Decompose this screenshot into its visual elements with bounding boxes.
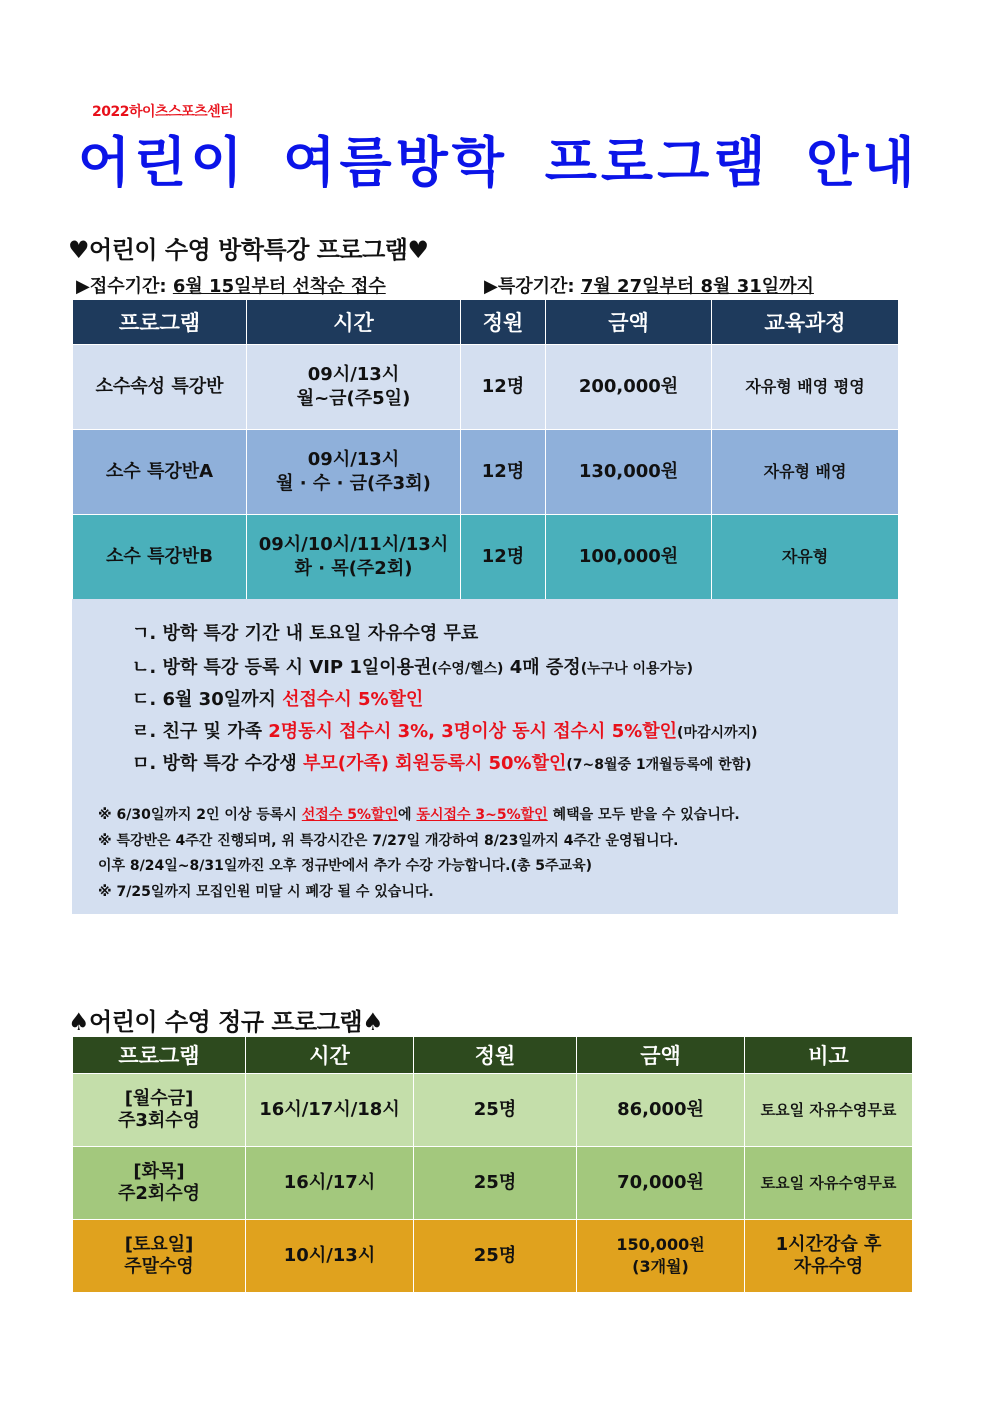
capacity-cell: 25명 xyxy=(414,1147,577,1220)
header-price: 금액 xyxy=(577,1037,745,1074)
note-text: 4매 증정 xyxy=(503,657,581,678)
footnote: 이후 8/24일~8/31일까진 오후 정규반에서 추가 수강 가능합니다.(총 5주교육) xyxy=(98,858,593,874)
program-days: [월수금] xyxy=(124,1088,194,1109)
note-text: ㄷ. 6월 30일까지 xyxy=(132,689,283,710)
application-period-value: 6월 15일부터 선착순 접수 xyxy=(172,276,386,297)
days-line: 월 · 수 · 금(주3회) xyxy=(276,473,431,494)
footnote-text: 혜택을 모두 받을 수 있습니다. xyxy=(547,807,740,823)
time-line: 09시/13시 xyxy=(307,449,400,470)
note-cell xyxy=(745,1220,913,1293)
note-text: ㄹ. 친구 및 가족 xyxy=(132,721,269,742)
program-cell: 소수 특강반B xyxy=(73,515,247,600)
note-item xyxy=(132,749,752,775)
time-cell: 16시/17시 xyxy=(246,1147,414,1220)
price-cell xyxy=(577,1147,745,1220)
header-program: 프로그램 xyxy=(73,1037,246,1074)
header-price: 금액 xyxy=(546,300,712,345)
application-period xyxy=(76,272,386,298)
table-row xyxy=(73,1147,913,1220)
page-title: 어린이 여름방학 프로그램 안내 xyxy=(78,131,919,194)
special-period xyxy=(484,272,814,298)
footnote-highlight: 동시접수 3~5%할인 xyxy=(416,807,548,823)
capacity-cell: 12명 xyxy=(461,515,546,600)
special-program-table xyxy=(72,299,899,600)
course-cell: 자유형 배영 평영 xyxy=(712,345,899,430)
header-note: 비고 xyxy=(745,1037,913,1074)
header-time: 시간 xyxy=(246,1037,414,1074)
price-cell xyxy=(577,1074,745,1147)
note-line: 1시간강습 후 xyxy=(775,1234,882,1255)
note-item: ㄱ. 방학 특강 기간 내 토요일 자유수영 무료 xyxy=(132,623,479,644)
time-line: 09시/13시 xyxy=(307,364,400,385)
footnote: ※ 7/25일까지 모집인원 미달 시 폐강 될 수 있습니다. xyxy=(98,884,434,900)
note-item xyxy=(132,653,693,679)
course-cell: 자유형 xyxy=(712,515,899,600)
note-small: (7~8월중 1개월등록에 한함) xyxy=(566,757,752,773)
center-subtitle: 2022하이츠스포츠센터 xyxy=(92,104,234,120)
note-cell xyxy=(745,1074,913,1147)
footnote-text: 에 xyxy=(398,807,417,823)
program-days: [토요일] xyxy=(124,1234,194,1255)
note-highlight: 부모(가족) 회원등록시 50%할인 xyxy=(303,753,567,774)
price-cell: 100,000원 xyxy=(546,515,712,600)
special-notes-panel xyxy=(72,599,898,914)
table-row xyxy=(73,1074,913,1147)
price-cell: 130,000원 xyxy=(546,430,712,515)
table-header-row xyxy=(73,1037,913,1074)
days-line: 화 · 목(주2회) xyxy=(294,558,413,579)
time-line: 09시/10시/11시/13시 xyxy=(258,534,449,555)
table-header-row xyxy=(73,300,899,345)
note-line: 토요일 자유수영무료 xyxy=(760,1101,897,1119)
time-cell: 16시/17시/18시 xyxy=(246,1074,414,1147)
price-line: 86,000원 xyxy=(617,1099,704,1120)
program-days: [화목] xyxy=(133,1161,185,1182)
note-cell xyxy=(745,1147,913,1220)
table-row xyxy=(73,515,899,600)
price-line: 70,000원 xyxy=(617,1172,704,1193)
table-row xyxy=(73,430,899,515)
header-capacity: 정원 xyxy=(461,300,546,345)
regular-program-table xyxy=(72,1036,913,1293)
program-cell xyxy=(73,1074,246,1147)
time-cell xyxy=(247,515,461,600)
program-name: 주2회수영 xyxy=(117,1183,201,1204)
note-text: ㄴ. 방학 특강 등록 시 VIP 1일이용권 xyxy=(132,657,432,678)
table-row xyxy=(73,345,899,430)
time-cell xyxy=(247,430,461,515)
footnote-text: ※ 6/30일까지 2인 이상 등록시 xyxy=(98,807,302,823)
capacity-cell: 25명 xyxy=(414,1074,577,1147)
time-cell: 10시/13시 xyxy=(246,1220,414,1293)
price-cell: 200,000원 xyxy=(546,345,712,430)
header-course: 교육과정 xyxy=(712,300,899,345)
program-cell xyxy=(73,1220,246,1293)
price-period: (3개월) xyxy=(632,1257,689,1276)
regular-program-title: ♠어린이 수영 정규 프로그램♠ xyxy=(68,1008,384,1036)
note-highlight: 선접수시 5%할인 xyxy=(282,689,424,710)
note-line: 자유수영 xyxy=(793,1256,864,1277)
special-period-label: ▶특강기간: xyxy=(484,276,581,297)
price-cell xyxy=(577,1220,745,1293)
note-line: 토요일 자유수영무료 xyxy=(760,1174,897,1192)
special-program-title: ♥어린이 수영 방학특강 프로그램♥ xyxy=(68,236,429,264)
footnote: ※ 특강반은 4주간 진행되며, 위 특강시간은 7/27일 개강하여 8/23일까지 4주간 운영됩니다. xyxy=(98,833,679,849)
capacity-cell: 25명 xyxy=(414,1220,577,1293)
note-small: (누구나 이용가능) xyxy=(580,661,694,677)
course-cell: 자유형 배영 xyxy=(712,430,899,515)
note-small: (마감시까지) xyxy=(677,725,758,741)
note-small: (수영/헬스) xyxy=(431,661,504,677)
program-name: 주3회수영 xyxy=(117,1110,201,1131)
program-cell xyxy=(73,1147,246,1220)
header-time: 시간 xyxy=(247,300,461,345)
time-cell xyxy=(247,345,461,430)
program-cell: 소수속성 특강반 xyxy=(73,345,247,430)
capacity-cell: 12명 xyxy=(461,345,546,430)
application-period-label: ▶접수기간: xyxy=(76,276,173,297)
footnote xyxy=(98,804,740,824)
footnote-highlight: 선접수 5%할인 xyxy=(301,807,399,823)
note-text: ㅁ. 방학 특강 수강생 xyxy=(132,753,304,774)
note-highlight: 2명동시 접수시 3%, 3명이상 동시 접수시 5%할인 xyxy=(268,721,678,742)
program-name: 주말수영 xyxy=(124,1256,194,1277)
table-row xyxy=(73,1220,913,1293)
capacity-cell: 12명 xyxy=(461,430,546,515)
special-period-value: 7월 27일부터 8월 31일까지 xyxy=(580,276,814,297)
note-item xyxy=(132,685,423,711)
price-line: 150,000원 xyxy=(616,1235,705,1254)
header-capacity: 정원 xyxy=(414,1037,577,1074)
header-program: 프로그램 xyxy=(73,300,247,345)
program-cell: 소수 특강반A xyxy=(73,430,247,515)
note-item xyxy=(132,717,757,743)
days-line: 월~금(주5일) xyxy=(296,388,411,409)
